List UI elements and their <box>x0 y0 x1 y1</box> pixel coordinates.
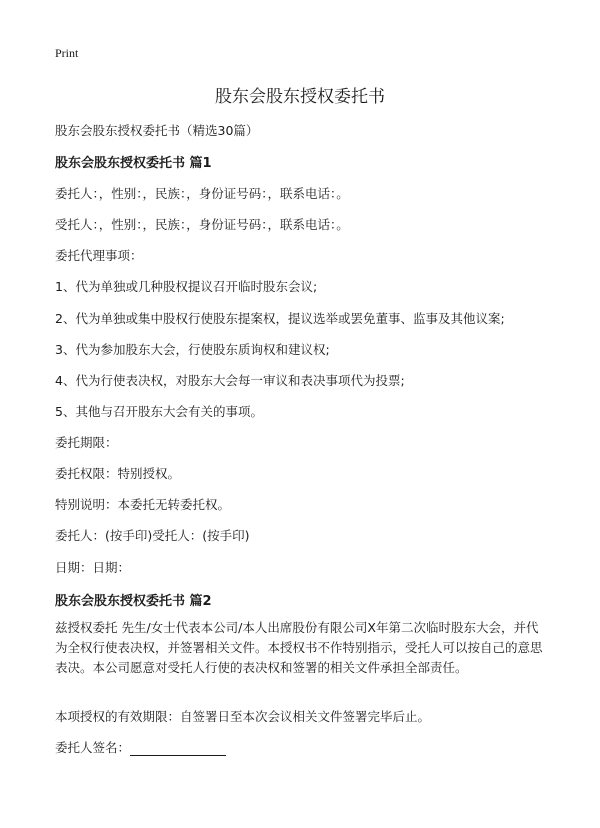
principal-signature-label: 委托人签名： <box>55 740 131 755</box>
document-title: 股东会股东授权委托书 <box>215 87 385 107</box>
section-1-heading: 股东会股东授权委托书 篇1 <box>55 156 212 171</box>
principal-line: 委托人：，性别：，民族：，身份证号码：，联系电话：。 <box>55 186 349 201</box>
print-label: Print <box>55 46 79 60</box>
matters-label: 委托代理事项： <box>55 248 143 263</box>
validity-line: 本项授权的有效期限：自签署日至本次会议相关文件签署完毕后止。 <box>55 709 431 724</box>
authority-line: 委托权限：特别授权。 <box>55 466 181 481</box>
authorization-paragraph: 兹授权委托 先生/女士代表本公司/本人出席股份有限公司X年第二次临时股东大会，并代为全权行使表决权，并签署相关文件。本授权书不作特别指示，受托人可以按自己的意思表决。本公司愿意对受托人行使的表决权和签署的相关文件承担全部责任。 <box>55 620 543 675</box>
special-note-line: 特别说明：本委托无转委托权。 <box>55 497 231 512</box>
matter-item-3: 3、代为参加股东大会，行使股东质询权和建议权; <box>55 342 330 357</box>
agent-line: 受托人：，性别：，民族：，身份证号码：，联系电话：。 <box>55 217 349 232</box>
matter-item-1: 1、代为单独或几种股权提议召开临时股东会议; <box>55 279 318 294</box>
matter-item-5: 5、其他与召开股东大会有关的事项。 <box>55 404 263 419</box>
principal-signature-row <box>55 738 226 756</box>
matter-item-4: 4、代为行使表决权，对股东大会每一审议和表决事项代为投票; <box>55 373 405 388</box>
document-subtitle: 股东会股东授权委托书（精选30篇） <box>55 123 259 138</box>
matter-item-2: 2、代为单独或集中股权行使股东提案权，提议选举或罢免董事、监事及其他议案; <box>55 311 505 326</box>
section-2-heading: 股东会股东授权委托书 篇2 <box>55 594 212 609</box>
term-label: 委托期限： <box>55 435 118 450</box>
signature-blank[interactable] <box>130 741 226 756</box>
date-line: 日期：日期： <box>55 560 131 575</box>
signature-line: 委托人：(按手印)受托人：(按手印) <box>55 528 250 543</box>
